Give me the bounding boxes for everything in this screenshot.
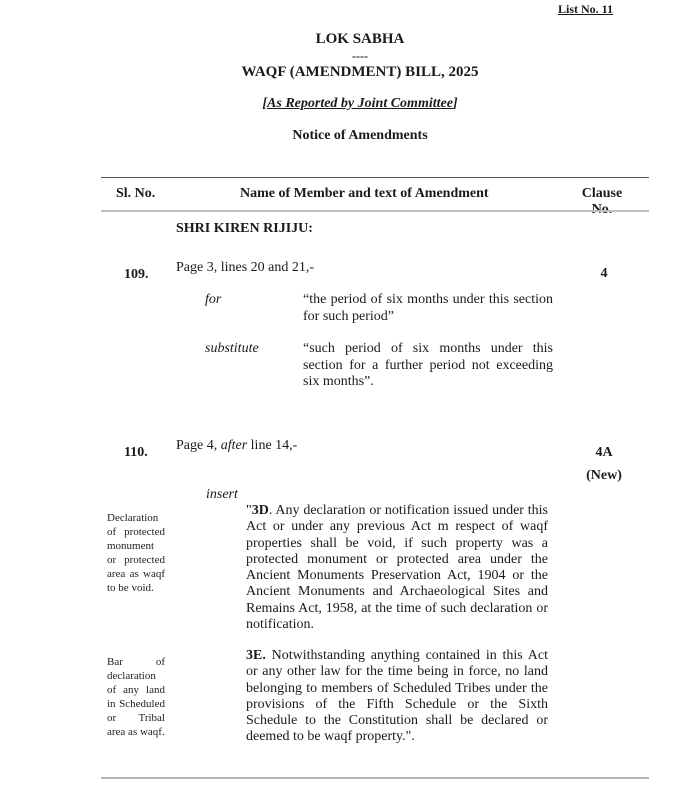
column-header-clause-no: Clause No. <box>581 186 623 217</box>
table-header-rule <box>101 210 649 212</box>
reported-by-note <box>0 96 688 112</box>
for-label: for <box>205 292 222 307</box>
section-3e-body: Notwithstanding anything contained in this Act or any other law for the time being in force, no land belonging to members of Scheduled Tribes under the provisions of the Fifth Schedule or the Sixth Schedule to the Constitution shall be declared or deemed to be waqf property.". <box>246 648 548 745</box>
substitute-label: substitute <box>205 341 259 356</box>
amendment-109-clause: 4 <box>600 266 608 281</box>
amendment-110-location <box>176 438 297 454</box>
list-number: List No. 11 <box>558 2 614 16</box>
section-3e-number: 3E. <box>246 648 266 663</box>
insert-label: insert <box>206 487 238 502</box>
reported-by-text: As Reported by Joint Committee <box>267 96 453 111</box>
bill-title: WAQF (AMENDMENT) BILL, 2025 <box>241 64 479 80</box>
margin-note-3e: Bar of declaration of any land in Scheduled or Tribal area as waqf. <box>107 656 165 738</box>
notice-heading: Notice of Amendments <box>292 128 428 143</box>
bracket-open: [ <box>262 96 268 111</box>
amendment-110-clause: 4A <box>595 445 613 460</box>
bracket-close: ] <box>452 96 458 111</box>
member-name: SHRI KIREN RIJIJU: <box>176 221 313 236</box>
amendment-110-sl-no: 110. <box>124 445 148 460</box>
column-header-sl-no: Sl. No. <box>116 186 156 201</box>
location-prefix: Page 4, <box>176 438 221 453</box>
open-quote: " <box>246 503 252 518</box>
house-name: LOK SABHA <box>315 31 405 47</box>
title-separator: ---- <box>352 49 368 63</box>
column-header-member-text: Name of Member and text of Amendment <box>240 186 489 201</box>
substitute-text: “such period of six months under this section for a further period not exceeding six months”. <box>303 341 553 389</box>
amendment-109-location: Page 3, lines 20 and 21,- <box>176 260 315 275</box>
margin-note-3d: Declaration of protected monument or protected area as waqf to be void. <box>107 512 165 594</box>
for-text: “the period of six months under this section for such period” <box>303 292 553 324</box>
section-3d-number: 3D <box>251 503 269 518</box>
section-3e-text <box>246 648 548 746</box>
section-3d-text <box>246 503 548 633</box>
amendment-110-clause-note: (New) <box>586 468 622 483</box>
amendment-109-sl-no: 109. <box>124 267 149 282</box>
table-bottom-rule <box>101 777 649 779</box>
location-after: after <box>220 438 248 453</box>
section-3d-body: . Any declaration or notification issued under this Act or under any previous Act m respect of waqf properties shall be void, if such property was a protected monument or protected area under the Ancient Monuments Preservation Act, 1904 or the Ancient Monuments and Archaeological Sites and Remains Act, 1958, at the time of such declaration or notification. <box>246 503 548 633</box>
table-top-rule <box>101 177 649 178</box>
location-suffix: line 14,- <box>247 438 298 453</box>
